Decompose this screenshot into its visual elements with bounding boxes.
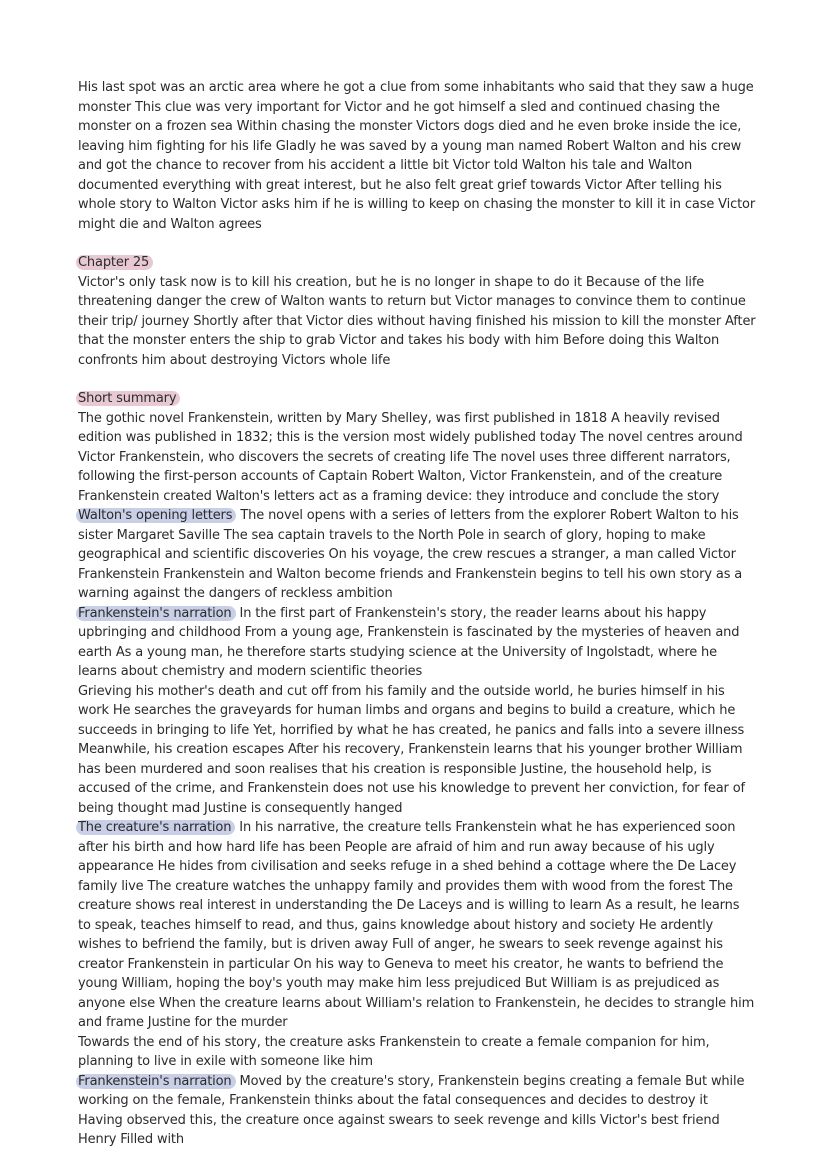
chapter-25-heading-line (78, 253, 756, 273)
chapter-25-heading: Chapter 25 (76, 255, 153, 270)
summary-intro: The gothic novel Frankenstein, written by Mary Shelley, was first published in 1818 A heavily revised edition was published in 1832; this is the version most widely published today The novel centres around Victor Frankenstein, who discovers the secrets of creating life The novel uses three different narrators, following the first-person accounts of Captain Robert Walton, Victor Frankenstein, and of the creature Frankenstein created Walton's letters act as a framing device: they introduce and conclude the story (78, 410, 743, 504)
walton-letters-label: Walton's opening letters (76, 508, 236, 523)
walton-letters-paragraph (78, 506, 756, 604)
spacer (78, 370, 756, 389)
towards-end-paragraph: Towards the end of his story, the creature asks Frankenstein to create a female companion for him, planning to live in exile with someone like him (78, 1034, 710, 1069)
spacer (78, 234, 756, 253)
walton-letters-text: The novel opens with a series of letters from the explorer Robert Walton to his sister Margaret Saville The sea captain travels to the North Pole in search of glory, hoping to make geographical and scientific discoveries On his voyage, the crew rescues a stranger, a man called Victor Frankenstein Frankenstein and Walton become friends and Frankenstein begins to tell his own story as a warning against the dangers of reckless ambition (78, 508, 743, 601)
short-summary-heading-line (78, 389, 756, 409)
grieving-paragraph: Grieving his mother's death and cut off from his family and the outside world, he buries himself in his work He searches the graveyards for human limbs and organs and begins to build a creature, which he succeeds in bringing to life Yet, horrified by what he has created, he panics and falls into a severe illness Meanwhile, his creation escapes After his recovery, Frankenstein learns that his younger brother William has been murdered and soon realises that his creation is responsible Justine, the household help, is accused of the crime, and Frankenstein does not use his knowledge to prevent her conviction, for fear of being thought mad Justine is consequently hanged (78, 683, 745, 816)
creature-narration-label: The creature's narration (76, 820, 235, 835)
chapter-25-text: Victor's only task now is to kill his creation, but he is no longer in shape to do it Because of the life threatening danger the crew of Walton wants to return but Victor manages to convince them to continue their trip/ journey Shortly after that Victor dies without having finished his mission to kill the monster After that the monster enters the ship to grab Victor and takes his body with him Before doing this Walton confronts him about destroying Victors whole life (78, 274, 756, 368)
frankenstein-narration-label: Frankenstein's narration (76, 606, 236, 621)
frankenstein-narration-paragraph (78, 604, 756, 682)
paragraph-arctic: His last spot was an arctic area where he got a clue from some inhabitants who said that they saw a huge monster This clue was very important for Victor and he got himself a sled and continued chasing the monster on a frozen sea Within chasing the monster Victors dogs died and he even broke inside the ice, leaving him fighting for his life Gladly he was saved by a young man named Robert Walton and his crew and got the chance to recover from his accident a little bit Victor told Walton his tale and Walton documented everything with great interest, but he also felt great grief towards Victor After telling his whole story to Walton Victor asks him if he is willing to keep on chasing the monster to kill it in case Victor might die and Walton agrees (78, 80, 756, 232)
creature-narration-text: In his narrative, the creature tells Frankenstein what he has experienced soon after his birth and how hard life has been People are afraid of him and run away because of his ugly appearance He hides from civilisation and seeks refuge in a shed behind a cottage where the De Lacey family live The creature watches the unhappy family and provides them with wood from the forest The creature shows real interest in understanding the De Laceys and is willing to learn As a result, he learns to speak, teaches himself to read, and thus, gains knowledge about history and society He ardently wishes to befriend the family, but is driven away Full of anger, he swears to seek revenge against his creator Frankenstein in particular On his way to Geneva to meet his creator, he wants to befriend the young William, hoping the boy's youth may make him less prejudiced But William is as prejudiced as anyone else When the creature learns about William's relation to Frankenstein, he decides to strangle him and frame Justine for the murder (78, 820, 755, 1030)
frankenstein-narration-text: In the first part of Frankenstein's story, the reader learns about his happy upbringing and childhood From a young age, Frankenstein is fascinated by the mysteries of heaven and earth As a young man, he therefore starts studying science at the University of Ingolstadt, where he learns about chemistry and modern scientific theories (78, 605, 740, 679)
creature-narration-paragraph (78, 818, 756, 1033)
frankenstein-narration-2-label: Frankenstein's narration (76, 1074, 236, 1089)
frankenstein-narration-2-text: Moved by the creature's story, Frankenstein begins creating a female But while working on the female, Frankenstein thinks about the fatal consequences and decides to destroy it Having observed this, the creature once against swears to seek revenge and kills Victor's best friend Henry Filled with (78, 1073, 745, 1147)
short-summary-heading: Short summary (76, 391, 180, 406)
frankenstein-narration-2-paragraph (78, 1072, 756, 1150)
